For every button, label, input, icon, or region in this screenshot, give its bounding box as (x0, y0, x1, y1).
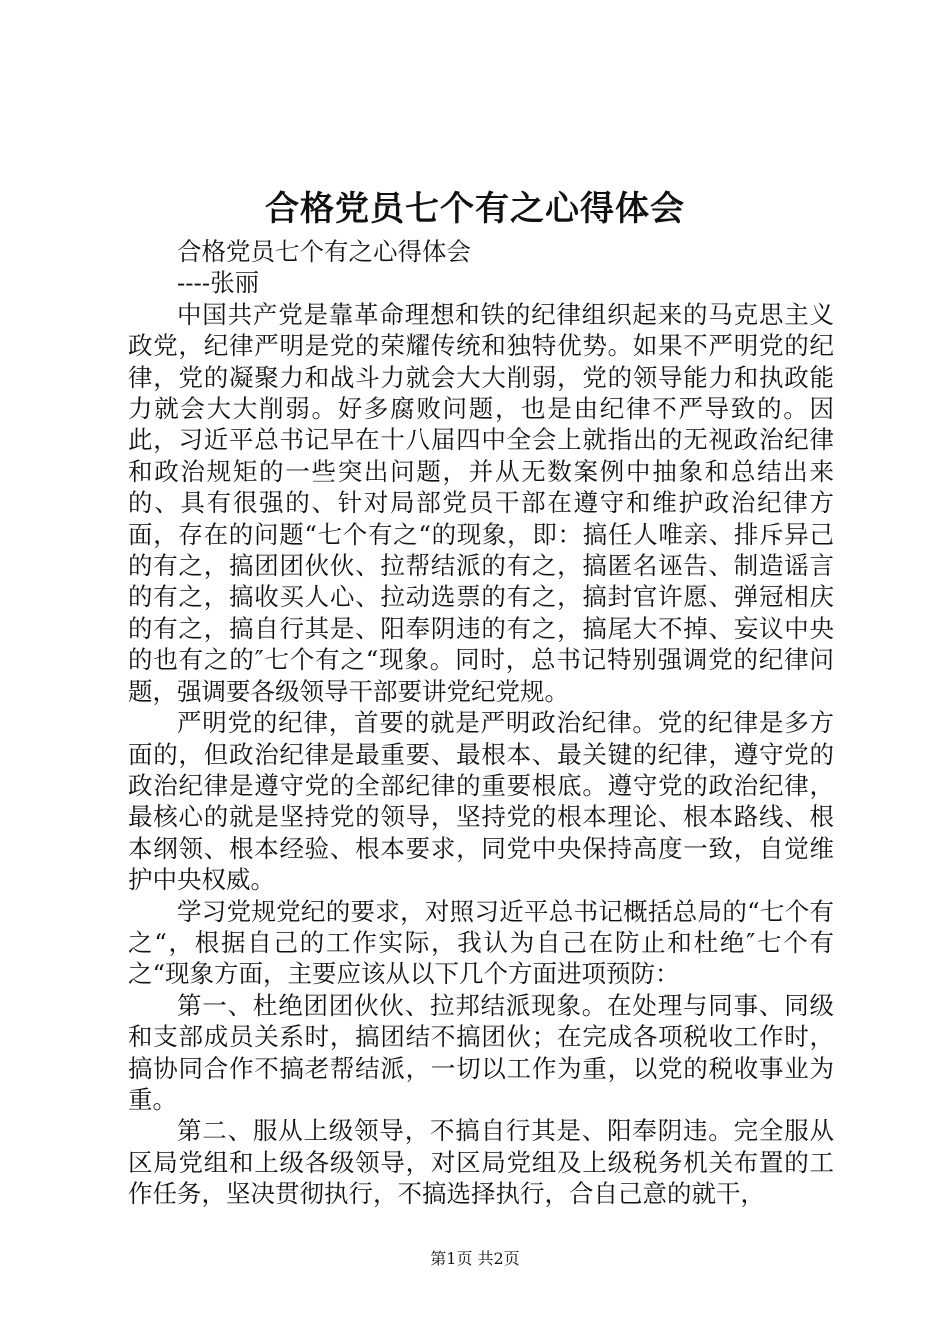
subtitle: 合格党员七个有之心得体会 (177, 237, 471, 266)
paragraph-second-point: 第二、服从上级领导，不搞自行其是、阳奉阴违。完全服从区局党组和上级各级领导，对区局党组及上级税务机关布置的工作任务，坚决贯彻执行，不搞选择执行，合自己意的就干， (128, 1116, 834, 1209)
paragraph-intro: 中国共产党是靠革命理想和铁的纪律组织起来的马克思主义政党，纪律严明是党的荣耀传统和独特优势。如果不严明党的纪律，党的凝聚力和战斗力就会大大削弱，党的领导能力和执政能力就会大大削弱。好多腐败问题，也是由纪律不严导致的。因此，习近平总书记早在十八届四中全会上就指出的无视政治纪律和政治规矩的一些突出问题，并从无数案例中抽象和总结出来的、具有很强的、针对局部党员干部在遵守和维护政治纪律方面，存在的问题“七个有之“的现象，即：搞任人唯亲、排斥异己的有之，搞团团伙伙、拉帮结派的有之，搞匿名诬告、制造谣言的有之，搞收买人心、拉动选票的有之，搞封官许愿、弹冠相庆的有之，搞自行其是、阳奉阴违的有之，搞尾大不掉、妄议中央的也有之的″七个有之“现象。同时，总书记特别强调党的纪律问题，强调要各级领导干部要讲党纪党规。 (128, 299, 834, 706)
document-body (128, 236, 834, 1210)
paragraph-political-discipline: 严明党的纪律，首要的就是严明政治纪律。党的纪律是多方面的，但政治纪律是最重要、最根本、最关键的纪律，遵守党的政治纪律是遵守党的全部纪律的重要根底。遵守党的政治纪律，最核心的就是坚持党的领导，坚持党的根本理论、根本路线、根本纲领、根本经验、根本要求，同党中央保持高度一致，自觉维护中央权威。 (128, 708, 834, 895)
paragraph-first-point: 第一、杜绝团团伙伙、拉邦结派现象。在处理与同事、同级和支部成员关系时，搞团结不搞团伙；在完成各项税收工作时，搞协同合作不搞老帮结派，一切以工作为重，以党的税收事业为重。 (128, 990, 834, 1114)
author-line: ----张丽 (177, 268, 260, 298)
paragraph-study: 学习党规党纪的要求，对照习近平总书记概括总局的“七个有之“，根据自己的工作实际，我认为自己在防止和杜绝″七个有之“现象方面，主要应该从以下几个方面进项预防： (128, 896, 834, 989)
page-footer: 第1页 共2页 (430, 1249, 520, 1268)
document-title: 合格党员七个有之心得体会 (265, 189, 685, 229)
